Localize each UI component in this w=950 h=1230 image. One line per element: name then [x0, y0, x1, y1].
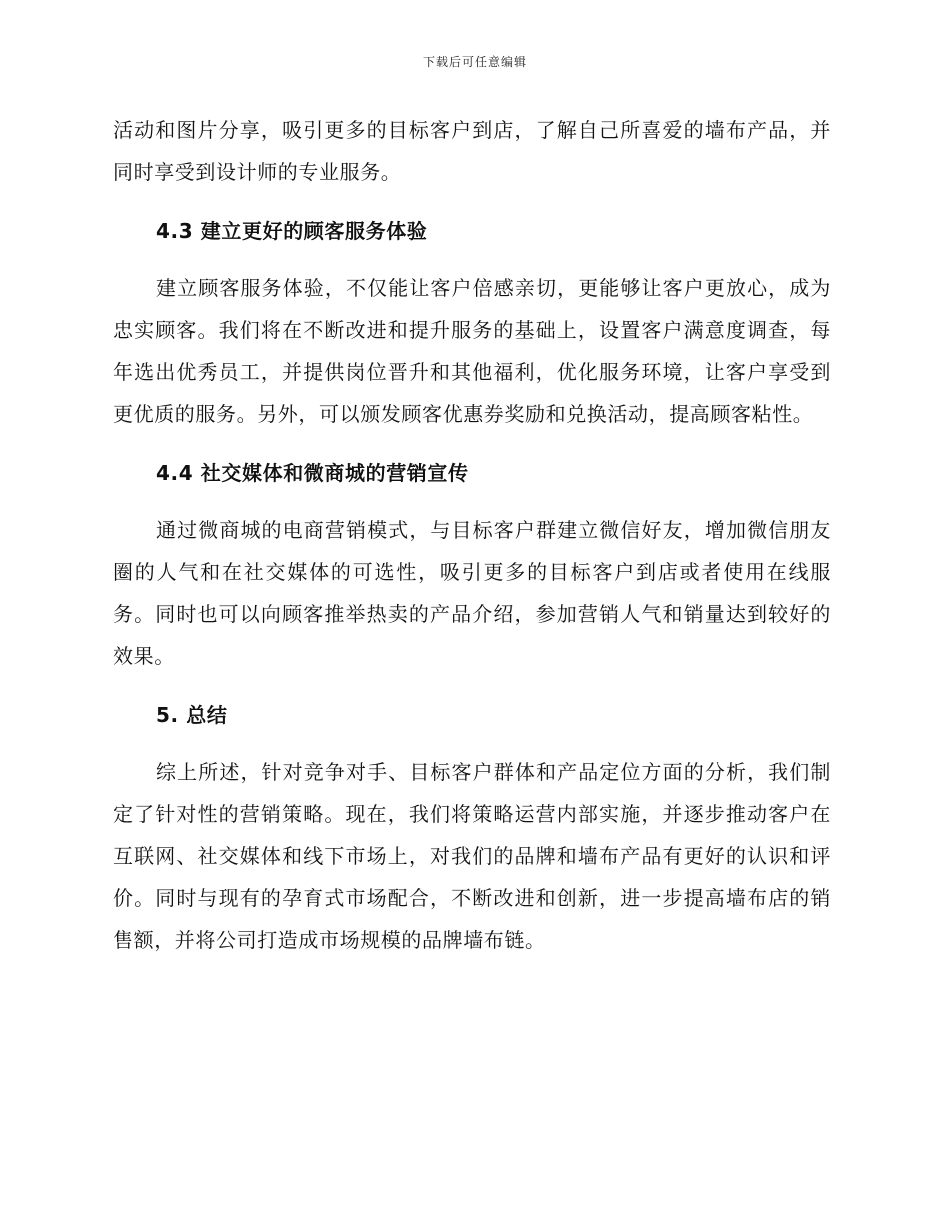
- section-heading-5: 5. 总结: [156, 703, 228, 727]
- document-body: [113, 109, 831, 961]
- intro-paragraph: 活动和图片分享，吸引更多的目标客户到店，了解自己所喜爱的墙布产品，并同时享受到设计师的专业服务。: [113, 118, 831, 184]
- paragraph-4-3: 建立顾客服务体验，不仅能让客户倍感亲切，更能够让客户更放心，成为忠实顾客。我们将在不断改进和提升服务的基础上，设置客户满意度调查，每年选出优秀员工，并提供岗位晋升和其他福利，优化服务环境，让客户享受到更优质的服务。另外，可以颁发顾客优惠券奖励和兑换活动，提高顾客粘性。: [113, 276, 831, 426]
- section-heading-4-4: 4.4 社交媒体和微商城的营销宣传: [156, 461, 469, 485]
- page-header: 下载后可任意编辑: [422, 55, 527, 69]
- paragraph-4-4: 通过微商城的电商营销模式，与目标客户群建立微信好友，增加微信朋友圈的人气和在社交媒体的可选性，吸引更多的目标客户到店或者使用在线服务。同时也可以向顾客推举热卖的产品介绍，参加营销人气和销量达到较好的效果。: [113, 518, 831, 668]
- section-heading-4-3: 4.3 建立更好的顾客服务体验: [156, 219, 428, 243]
- paragraph-5: 综上所述，针对竞争对手、目标客户群体和产品定位方面的分析，我们制定了针对性的营销策略。现在，我们将策略运营内部实施，并逐步推动客户在互联网、社交媒体和线下市场上，对我们的品牌和墙布产品有更好的认识和评价。同时与现有的孕育式市场配合，不断改进和创新，进一步提高墙布店的销售额，并将公司打造成市场规模的品牌墙布链。: [113, 760, 831, 952]
